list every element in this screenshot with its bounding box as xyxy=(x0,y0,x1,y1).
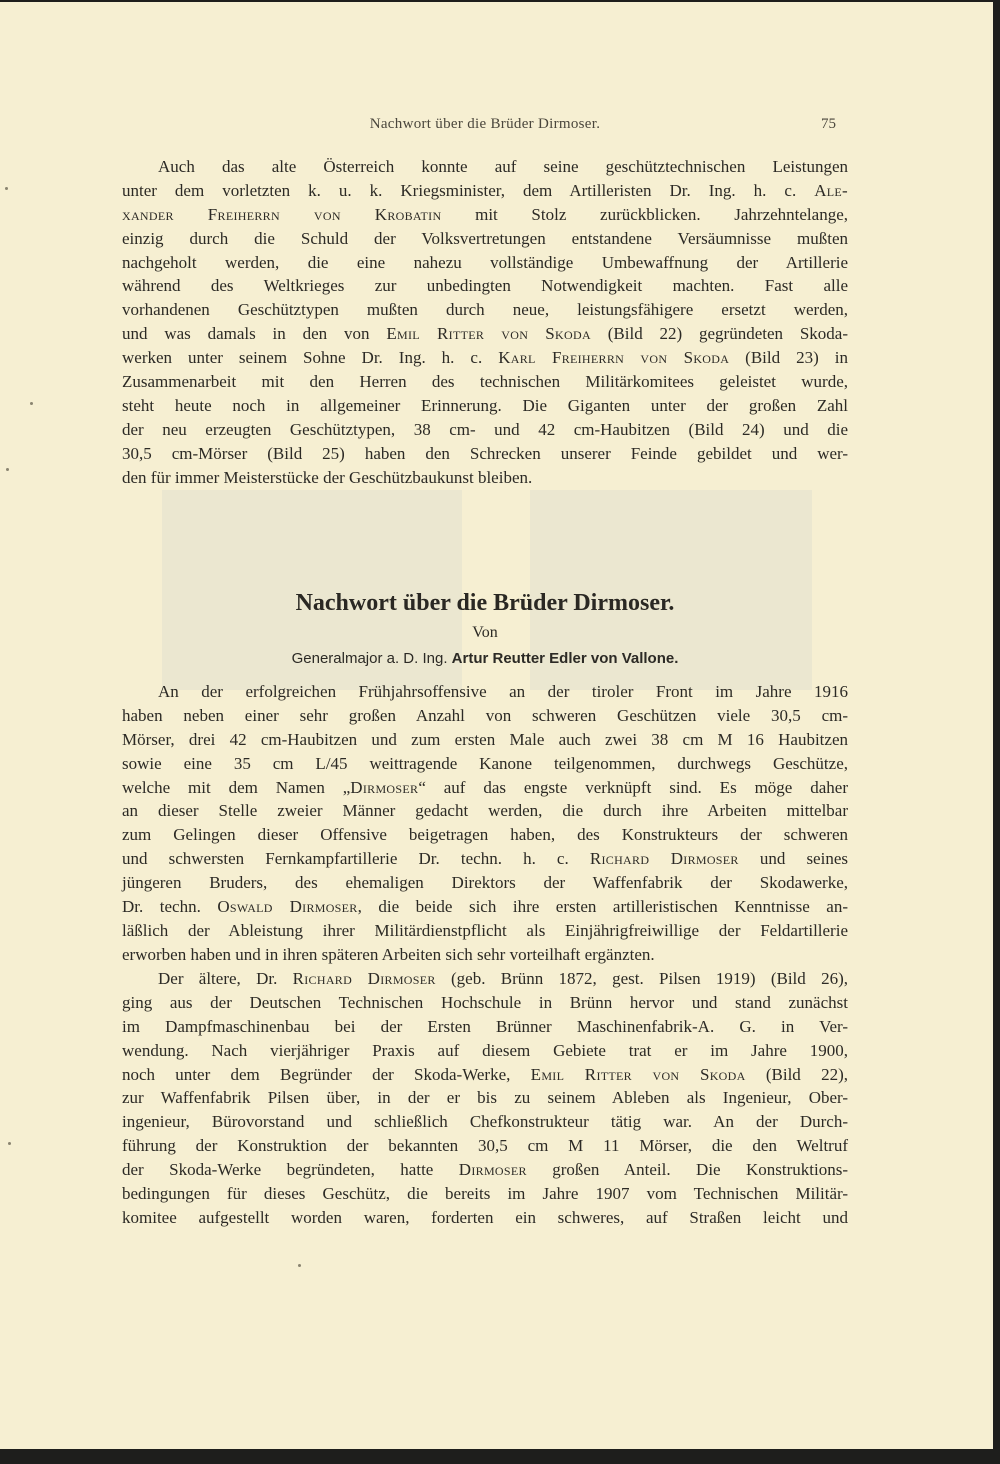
small-caps-name: Emil Ritter von Skoda xyxy=(386,324,591,344)
text-run: ingenieur, Bürovorstand und schließlich Chefkonstrukteur tätig war. An der Durch- xyxy=(122,1112,848,1132)
text-run: nachgeholt werden, die eine nahezu vollständige Umbewaffnung der Artillerie xyxy=(122,252,848,272)
text-run: zum Gelingen dieser Offensive beigetragen haben, des Konstrukteurs der schweren xyxy=(122,825,848,845)
small-caps-name: Dirmoser xyxy=(350,777,419,797)
text-run: Mörser, drei 42 cm-Haubitzen und zum ersten Male auch zwei 38 cm M 16 Haubitzen xyxy=(122,729,848,749)
text-line xyxy=(122,251,848,275)
page-number: 75 xyxy=(821,116,836,132)
text-line xyxy=(122,1158,848,1182)
small-caps-name: Dirmoser xyxy=(458,1160,527,1180)
author-rank: Generalmajor a. D. Ing. xyxy=(291,650,448,667)
text-line xyxy=(122,1015,848,1039)
text-run: großen Anteil. Die Konstruktions- xyxy=(526,1160,848,1180)
text-run: der Skoda-Werke begründeten, hatte xyxy=(122,1160,459,1180)
text-line xyxy=(122,1039,848,1063)
text-line xyxy=(122,370,848,394)
small-caps-name: Richard Dirmoser xyxy=(292,969,436,988)
text-line xyxy=(122,680,848,704)
running-header-title: Nachwort über die Brüder Dirmoser. xyxy=(369,116,601,132)
text-line xyxy=(122,991,848,1015)
text-line xyxy=(122,799,848,823)
small-caps-name: xander Freiherrn von Krobatin xyxy=(122,204,442,224)
text-run: Dr. techn. xyxy=(122,897,218,917)
author-name: Artur Reutter Edler von Vallone. xyxy=(451,650,679,667)
small-caps-name: Ale- xyxy=(814,180,848,200)
text-line xyxy=(122,1134,848,1158)
text-line xyxy=(122,1063,848,1087)
text-run: erworben haben und in ihren späteren Arbeiten sich sehr vorteilhaft ergänzten. xyxy=(122,944,655,964)
text-run: vorhandenen Geschütztypen mußten durch neue, leistungsfähigere ersetzt werden, xyxy=(122,300,848,320)
text-line xyxy=(122,322,848,346)
margin-mark xyxy=(8,1142,11,1145)
small-caps-name: Karl Freiherrn von Skoda xyxy=(498,348,730,368)
paragraph-1 xyxy=(122,155,848,489)
text-line xyxy=(122,466,848,490)
text-line xyxy=(122,943,848,967)
text-run: steht heute noch in allgemeiner Erinnerung. Die Giganten unter der großen Zahl xyxy=(122,395,848,415)
article-title: Nachwort über die Brüder Dirmoser. xyxy=(295,590,675,616)
text-run: mit Stolz zurückblicken. Jahrzehntelange, xyxy=(441,204,848,224)
text-line xyxy=(122,871,848,895)
text-run: und was damals in den von xyxy=(122,324,387,344)
text-run: den für immer Meisterstücke der Geschützbaukunst bleiben. xyxy=(122,467,533,487)
text-run: werken unter seinem Sohne Dr. Ing. h. c. xyxy=(122,348,499,368)
margin-mark xyxy=(5,187,8,190)
margin-mark xyxy=(298,1264,301,1267)
text-line xyxy=(122,1110,848,1134)
text-run: zur Waffenfabrik Pilsen über, in der er bis zu seinem Ableben als Ingenieur, Ober- xyxy=(122,1088,848,1108)
text-line xyxy=(122,728,848,752)
text-run: komitee aufgestellt worden waren, forderten ein schweres, auf Straßen leicht und xyxy=(122,1207,848,1227)
text-run: unter dem vorletzten k. u. k. Kriegsminister, dem Artilleristen Dr. Ing. h. c. xyxy=(122,180,815,200)
text-run: noch unter dem Begründer der Skoda-Werke, xyxy=(122,1064,531,1084)
text-line xyxy=(122,394,848,418)
text-line xyxy=(122,919,848,943)
text-run: , die beide sich ihre ersten artilleristischen Kenntnisse an- xyxy=(357,897,848,917)
text-run: (geb. Brünn 1872, gest. Pilsen 1919) (Bild 26), xyxy=(435,969,848,988)
text-run: 30,5 cm-Mörser (Bild 25) haben den Schrecken unserer Feinde gebildet und wer- xyxy=(122,443,848,463)
text-line xyxy=(122,1182,848,1206)
text-run: sowie eine 35 cm L/45 weittragende Kanone teilgenommen, durchwegs Geschütze, xyxy=(122,753,848,773)
text-run: Auch das alte Österreich konnte auf seine geschütztechnischen Leistungen xyxy=(158,157,848,176)
text-run: Zusammenarbeit mit den Herren des technischen Militärkomitees geleistet wurde, xyxy=(122,372,848,392)
text-run: (Bild 23) in xyxy=(729,348,848,368)
text-line xyxy=(122,298,848,322)
small-caps-name: Richard Dirmoser xyxy=(589,849,739,869)
text-line xyxy=(122,895,848,919)
paragraph-3 xyxy=(122,967,848,1230)
text-run: “ auf das engste verknüpft sind. Es möge daher xyxy=(418,777,848,797)
text-run: Der ältere, Dr. xyxy=(158,969,293,988)
small-caps-name: Oswald Dirmoser xyxy=(217,897,358,917)
article-von: Von xyxy=(472,624,498,641)
text-line xyxy=(122,1086,848,1110)
scanned-page xyxy=(0,2,993,1449)
text-line xyxy=(122,274,848,298)
text-run: während des Weltkrieges zur unbedingten Notwendigkeit machten. Fast alle xyxy=(122,276,848,296)
small-caps-name: Emil Ritter von Skoda xyxy=(530,1064,746,1084)
text-line xyxy=(122,704,848,728)
text-run: (Bild 22), xyxy=(745,1064,848,1084)
text-run: läßlich der Ableistung ihrer Militärdienstpflicht als Einjährigfreiwillige der Feldartillerie xyxy=(122,920,848,940)
running-header xyxy=(122,116,848,138)
text-line xyxy=(122,227,848,251)
text-line xyxy=(122,1206,848,1230)
text-line xyxy=(122,155,848,179)
text-line xyxy=(122,823,848,847)
text-run: wendung. Nach vierjähriger Praxis auf diesem Gebiete trat er im Jahre 1900, xyxy=(122,1040,848,1060)
text-run: ging aus der Deutschen Technischen Hochschule in Brünn hervor und stand zunächst xyxy=(122,992,848,1012)
text-run: haben neben einer sehr großen Anzahl von schweren Geschützen viele 30,5 cm- xyxy=(122,705,848,725)
text-run: welche mit dem Namen „ xyxy=(122,777,351,797)
text-run: jüngeren Bruders, des ehemaligen Direktors der Waffenfabrik der Skodawerke, xyxy=(122,873,848,893)
text-run: und seines xyxy=(738,849,848,869)
text-line xyxy=(122,847,848,871)
text-line xyxy=(122,442,848,466)
text-run: führung der Konstruktion der bekannten 30,5 cm M 11 Mörser, die den Weltruf xyxy=(122,1136,848,1156)
text-run: (Bild 22) gegründeten Skoda- xyxy=(590,324,849,344)
text-line xyxy=(122,418,848,442)
margin-mark xyxy=(6,468,9,471)
text-run: im Dampfmaschinenbau bei der Ersten Brünner Maschinenfabrik-A. G. in Ver- xyxy=(122,1016,848,1036)
article-byline xyxy=(122,650,848,667)
text-run: An der erfolgreichen Frühjahrsoffensive an der tiroler Front im Jahre 1916 xyxy=(158,682,848,701)
text-run: an dieser Stelle zweier Männer gedacht werden, die durch ihre Arbeiten mittelbar xyxy=(122,801,848,821)
paragraph-2 xyxy=(122,680,848,967)
text-line xyxy=(122,179,848,203)
text-line xyxy=(122,967,848,991)
text-run: der neu erzeugten Geschütztypen, 38 cm- und 42 cm-Haubitzen (Bild 24) und die xyxy=(122,419,848,439)
margin-mark xyxy=(30,402,33,405)
text-line xyxy=(122,203,848,227)
text-line xyxy=(122,346,848,370)
text-line xyxy=(122,752,848,776)
text-run: und schwersten Fernkampfartillerie Dr. techn. h. c. xyxy=(122,849,590,869)
text-run: einzig durch die Schuld der Volksvertretungen entstandene Versäumnisse mußten xyxy=(122,228,848,248)
text-line xyxy=(122,776,848,800)
text-run: bedingungen für dieses Geschütz, die bereits im Jahre 1907 vom Technischen Militär- xyxy=(122,1184,848,1204)
